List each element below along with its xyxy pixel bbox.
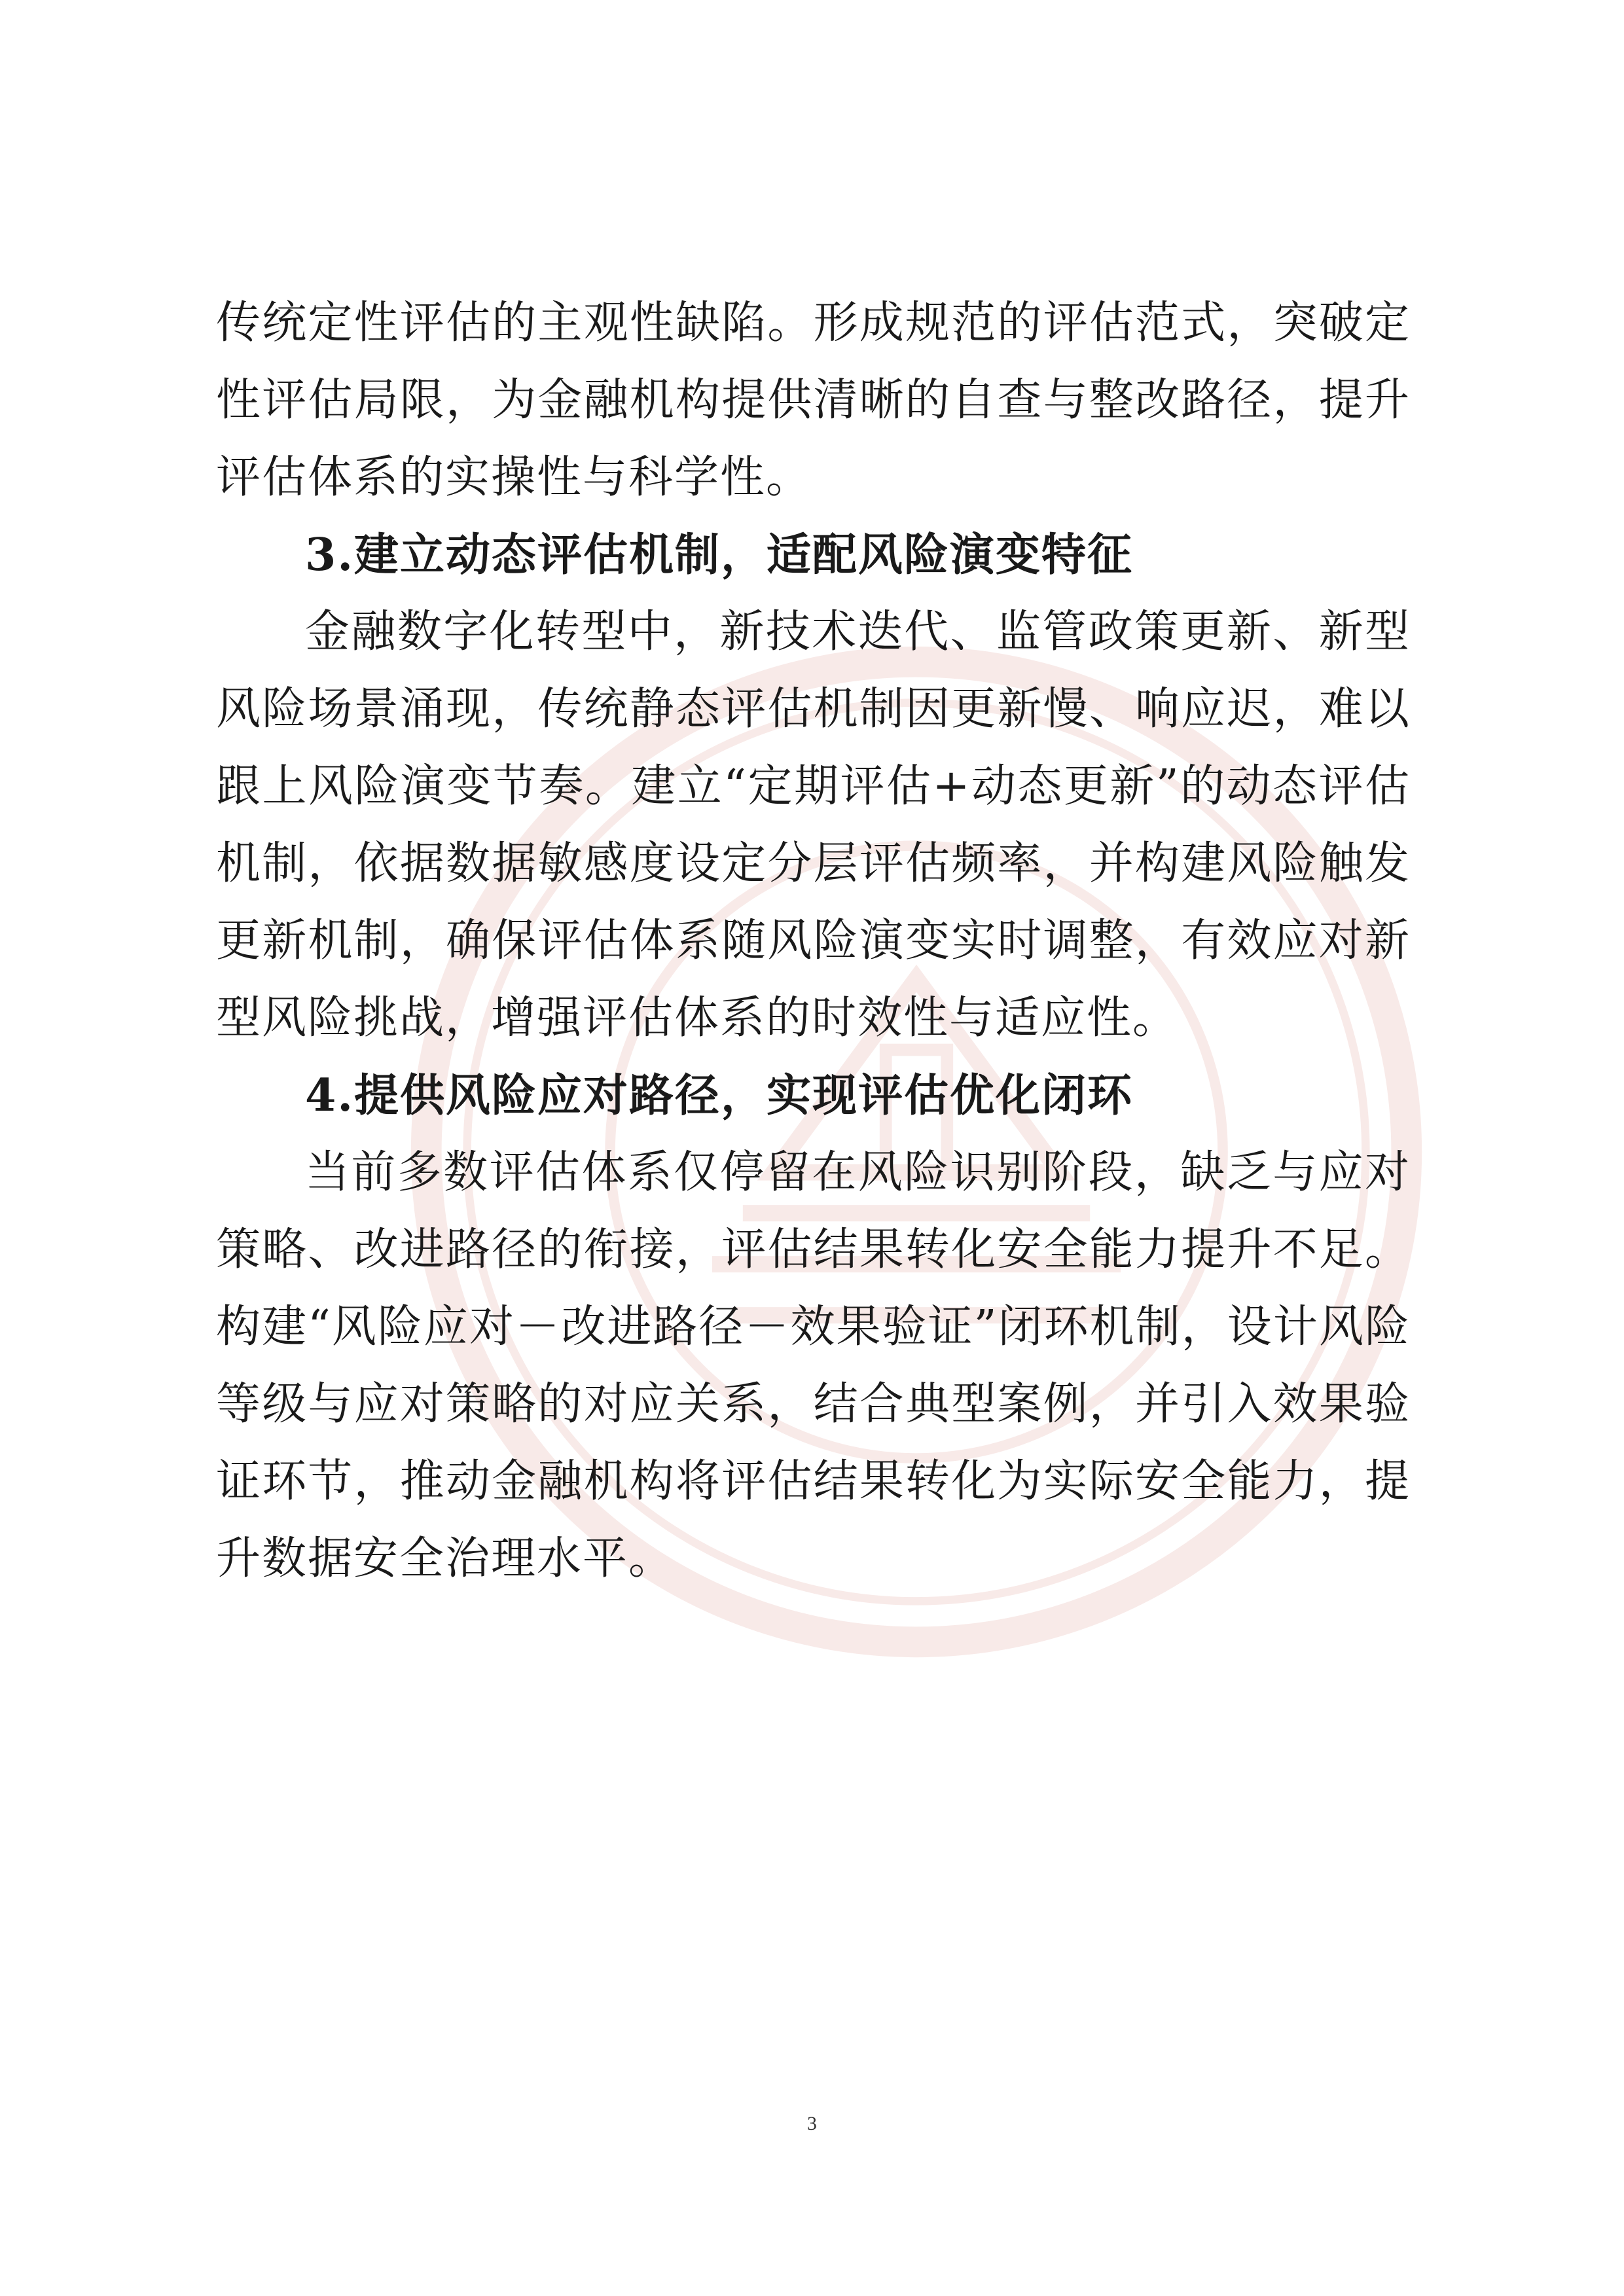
paragraph-3: 当前多数评估体系仅停留在风险识别阶段，缺乏与应对策略、改进路径的衔接，评估结果转化安全能力提升不足。构建“风险应对－改进路径－效果验证”闭环机制，设计风险等级与应对策略的对应关系，结合典型案例，并引入效果验证环节，推动金融机构将评估结果转化为实际安全能力，提升数据安全治理水平。	[216, 1147, 1411, 1585]
paragraph-1: 传统定性评估的主观性缺陷。形成规范的评估范式，突破定性评估局限，为金融机构提供清晰的自查与整改路径，提升评估体系的实操性与科学性。	[216, 297, 1411, 503]
section-heading-4: 4.提供风险应对路径，实现评估优化闭环	[305, 1069, 1133, 1122]
page-number: 3	[807, 2113, 817, 2134]
paragraph-2: 金融数字化转型中，新技术迭代、监管政策更新、新型风险场景涌现，传统静态评估机制因更新慢、响应迟，难以跟上风险演变节奏。建立“定期评估+动态更新”的动态评估机制，依据数据敏感度设定分层评估频率，并构建风险触发更新机制，确保评估体系随风险演变实时调整，有效应对新型风险挑战，增强评估体系的时效性与适应性。	[216, 606, 1411, 1044]
section-heading-3: 3.建立动态评估机制，适配风险演变特征	[305, 529, 1133, 581]
document-body	[216, 285, 1411, 1598]
